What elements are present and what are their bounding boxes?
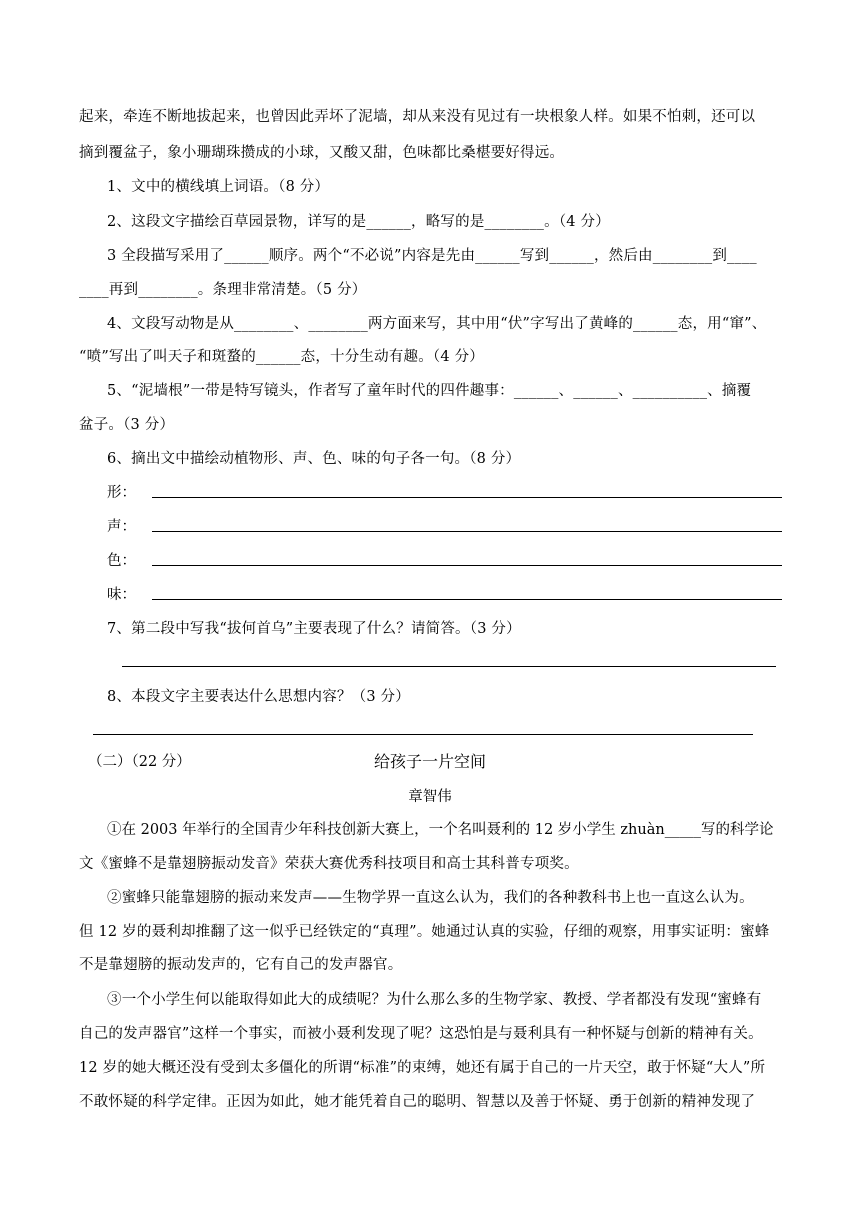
question-8: 8、本段文字主要表达什么思想内容？（3 分） bbox=[107, 689, 410, 705]
paragraph-line: ①在 2003 年举行的全国青少年科技创新大赛上，一个名叫聂利的 12 岁小学生 zhuàn_____写的科学论 bbox=[107, 822, 774, 838]
question-4-line: “喷”写出了叫天子和斑蝥的______态，十分生动有趣。（4 分） bbox=[79, 349, 485, 365]
article-author: 章智伟 bbox=[408, 789, 452, 805]
passage-line: 摘到覆盆子，象小珊瑚珠攒成的小球，又酸又甜，色味都比桑椹要好得远。 bbox=[79, 145, 565, 161]
question-3-line: ____再到________。条理非常清楚。（5 分） bbox=[79, 282, 367, 298]
answer-label-shape: 形： bbox=[107, 485, 136, 501]
paragraph-line: 自己的发声器官”这样一个事实，而被小聂利发现了呢？这恐怕是与聂利具有一种怀疑与创新的精神有关。 bbox=[79, 1026, 763, 1042]
section-label: （二）（22 分） bbox=[88, 754, 191, 770]
paragraph-line: ③一个小学生何以能取得如此大的成绩呢？为什么那么多的生物学家、教授、学者都没有发现“蜜蜂有 bbox=[107, 992, 762, 1008]
answer-line[interactable] bbox=[152, 531, 782, 532]
paragraph-line: 文《蜜蜂不是靠翅膀振动发音》荣获大赛优秀科技项目和高士其科普专项奖。 bbox=[79, 856, 579, 872]
answer-label-sound: 声： bbox=[107, 519, 136, 535]
passage-line: 起来，牵连不断地拔起来，也曾因此弄坏了泥墙，却从来没有见过有一块根象人样。如果不怕刺，还可以 bbox=[79, 109, 756, 125]
paragraph-line: 不是靠翅膀的振动发声的，它有自己的发声器官。 bbox=[79, 957, 403, 973]
paragraph-line: 但 12 岁的聂利却推翻了这一似乎已经铁定的“真理”。她通过认真的实验，仔细的观察，用事实证明：蜜蜂 bbox=[79, 924, 770, 940]
paragraph-line: 不敢怀疑的科学定律。正因为如此，她才能凭着自己的聪明、智慧以及善于怀疑、勇于创新的精神发现了 bbox=[79, 1094, 756, 1110]
question-5-line: 盆子。（3 分） bbox=[79, 417, 175, 433]
question-6: 6、摘出文中描绘动植物形、声、色、味的句子各一句。（8 分） bbox=[107, 451, 521, 467]
paragraph-line: 12 岁的她大概还没有受到太多僵化的所谓“标准”的束缚，她还有属于自己的一片天空，敢于怀疑“大人”所 bbox=[79, 1060, 766, 1076]
answer-line[interactable] bbox=[152, 599, 782, 600]
article-title: 给孩子一片空间 bbox=[373, 752, 486, 771]
question-7: 7、第二段中写我“拔何首乌”主要表现了什么？请简答。（3 分） bbox=[107, 621, 521, 637]
question-1: 1、文中的横线填上词语。（8 分） bbox=[107, 179, 330, 195]
answer-line[interactable] bbox=[152, 565, 782, 566]
answer-label-color: 色： bbox=[107, 553, 136, 569]
paragraph-line: ②蜜蜂只能靠翅膀的振动来发声——生物学界一直这么认为，我们的各种教科书上也一直这么认为。 bbox=[107, 890, 754, 906]
answer-label-taste: 味： bbox=[107, 587, 136, 603]
question-4-line: 4、文段写动物是从________、________两方面来写，其中用“伏”字写出了黄峰的______态，用“窜”、 bbox=[107, 316, 767, 332]
answer-line[interactable] bbox=[122, 666, 776, 667]
answer-line[interactable] bbox=[93, 734, 753, 735]
answer-line[interactable] bbox=[152, 497, 782, 498]
question-2: 2、这段文字描绘百草园景物，详写的是______，略写的是________。（4 分） bbox=[107, 214, 610, 230]
question-3-line: 3 全段描写采用了______顺序。两个“不必说”内容是先由______写到______，然后由________到____ bbox=[107, 248, 757, 264]
question-5-line: 5、“泥墙根”一带是特写镜头，作者写了童年时代的四件趣事：______、______、__________、摘覆 bbox=[107, 383, 752, 399]
